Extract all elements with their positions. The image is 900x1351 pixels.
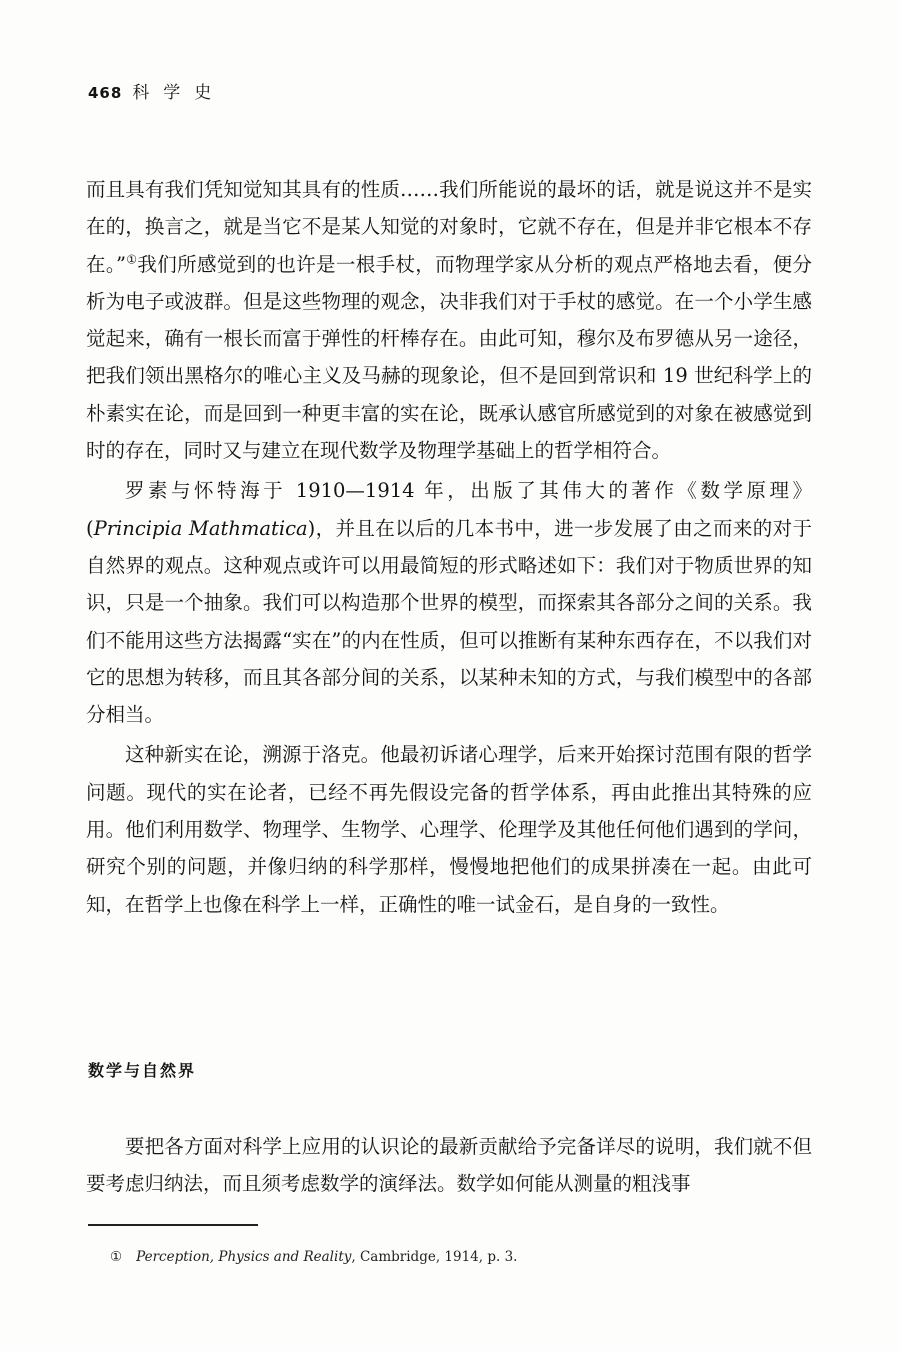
section-text-block <box>86 1128 812 1203</box>
footnote <box>110 1249 517 1265</box>
paragraph-continued <box>86 171 812 469</box>
book-title: 科学史 <box>132 83 226 103</box>
footnote-italic-title: Perception, Physics and Reality <box>136 1249 352 1265</box>
running-head <box>88 78 225 103</box>
footnote-text <box>136 1249 517 1265</box>
paragraph-mathematics <box>86 1128 812 1203</box>
section-heading: 数学与自然界 <box>88 1061 197 1080</box>
paragraph-text: )，并且在以后的几本书中，进一步发展了由之而来的对于自然界的观点。这种观点或许可以用最简短的形式略述如下：我们对于物质世界的知识，只是一个抽象。我们可以构造那个世界的模型，而探索其各部分之间的关系。我们不能用这些方法揭露“实在”的内在性质，但可以推断有某种东西存在，不以我们对它的思想为转移，而且其各部分间的关系，以某种未知的方式，与我们模型中的各部分相当。 <box>86 516 813 727</box>
paragraph-text: 而且具有我们凭知觉知其具有的性质……我们所能说的最坏的话，就是说这并不是实在的，换言之，就是当它不是某人知觉的对象时，它就不存在，但是并非它根本不存在。” <box>86 178 812 276</box>
footnote-divider <box>88 1224 258 1226</box>
paragraph-text: 这种新实在论，溯源于洛克。他最初诉诸心理学，后来开始探讨范围有限的哲学问题。现代的实在论者，已经不再先假设完备的哲学体系，再由此推出其特殊的应用。他们利用数学、物理学、生物学、心理学、伦理学及其他任何他们遇到的学问，研究个别的问题，并像归纳的科学那样，慢慢地把他们的成果拼凑在一起。由此可知，在哲学上也像在科学上一样，正确性的唯一试金石，是自身的一致性。 <box>86 743 812 916</box>
main-text-block <box>86 171 812 923</box>
italic-book-title: Principia Mathmatica <box>93 516 308 540</box>
paragraph-text: 我们所感觉到的也许是一根手杖，而物理学家从分析的观点严格地去看，便分析为电子或波群。但是这些物理的观念，决非我们对于手杖的感觉。在一个小学生感觉起来，确有一根长而富于弹性的杆棒存在。由此可知，穆尔及布罗德从另一途径，把我们领出黑格尔的唯心主义及马赫的现象论，但不是回到常识和 19 世纪科学上的朴素实在论，而是回到一种更丰富的实在论，既承认感官所感觉到的对象在被感觉到时的存在，同时又与建立在现代数学及物理学基础上的哲学相符合。 <box>86 252 812 463</box>
page-number: 468 <box>88 84 123 102</box>
footnote-citation: , Cambridge, 1914, p. 3. <box>351 1249 518 1265</box>
paragraph-new-realism <box>86 736 812 922</box>
paragraph-text: 罗素与怀特海于 1910—1914 年，出版了其伟大的著作《数学原理》( <box>86 479 812 540</box>
paragraph-text: 要把各方面对科学上应用的认识论的最新贡献给予完备详尽的说明，我们就不但要考虑归纳法，而且须考虑数学的演绎法。数学如何能从测量的粗浅事 <box>86 1135 812 1196</box>
footnote-reference: ① <box>125 252 138 267</box>
paragraph-russell-whitehead <box>86 472 812 733</box>
footnote-marker: ① <box>110 1249 123 1265</box>
